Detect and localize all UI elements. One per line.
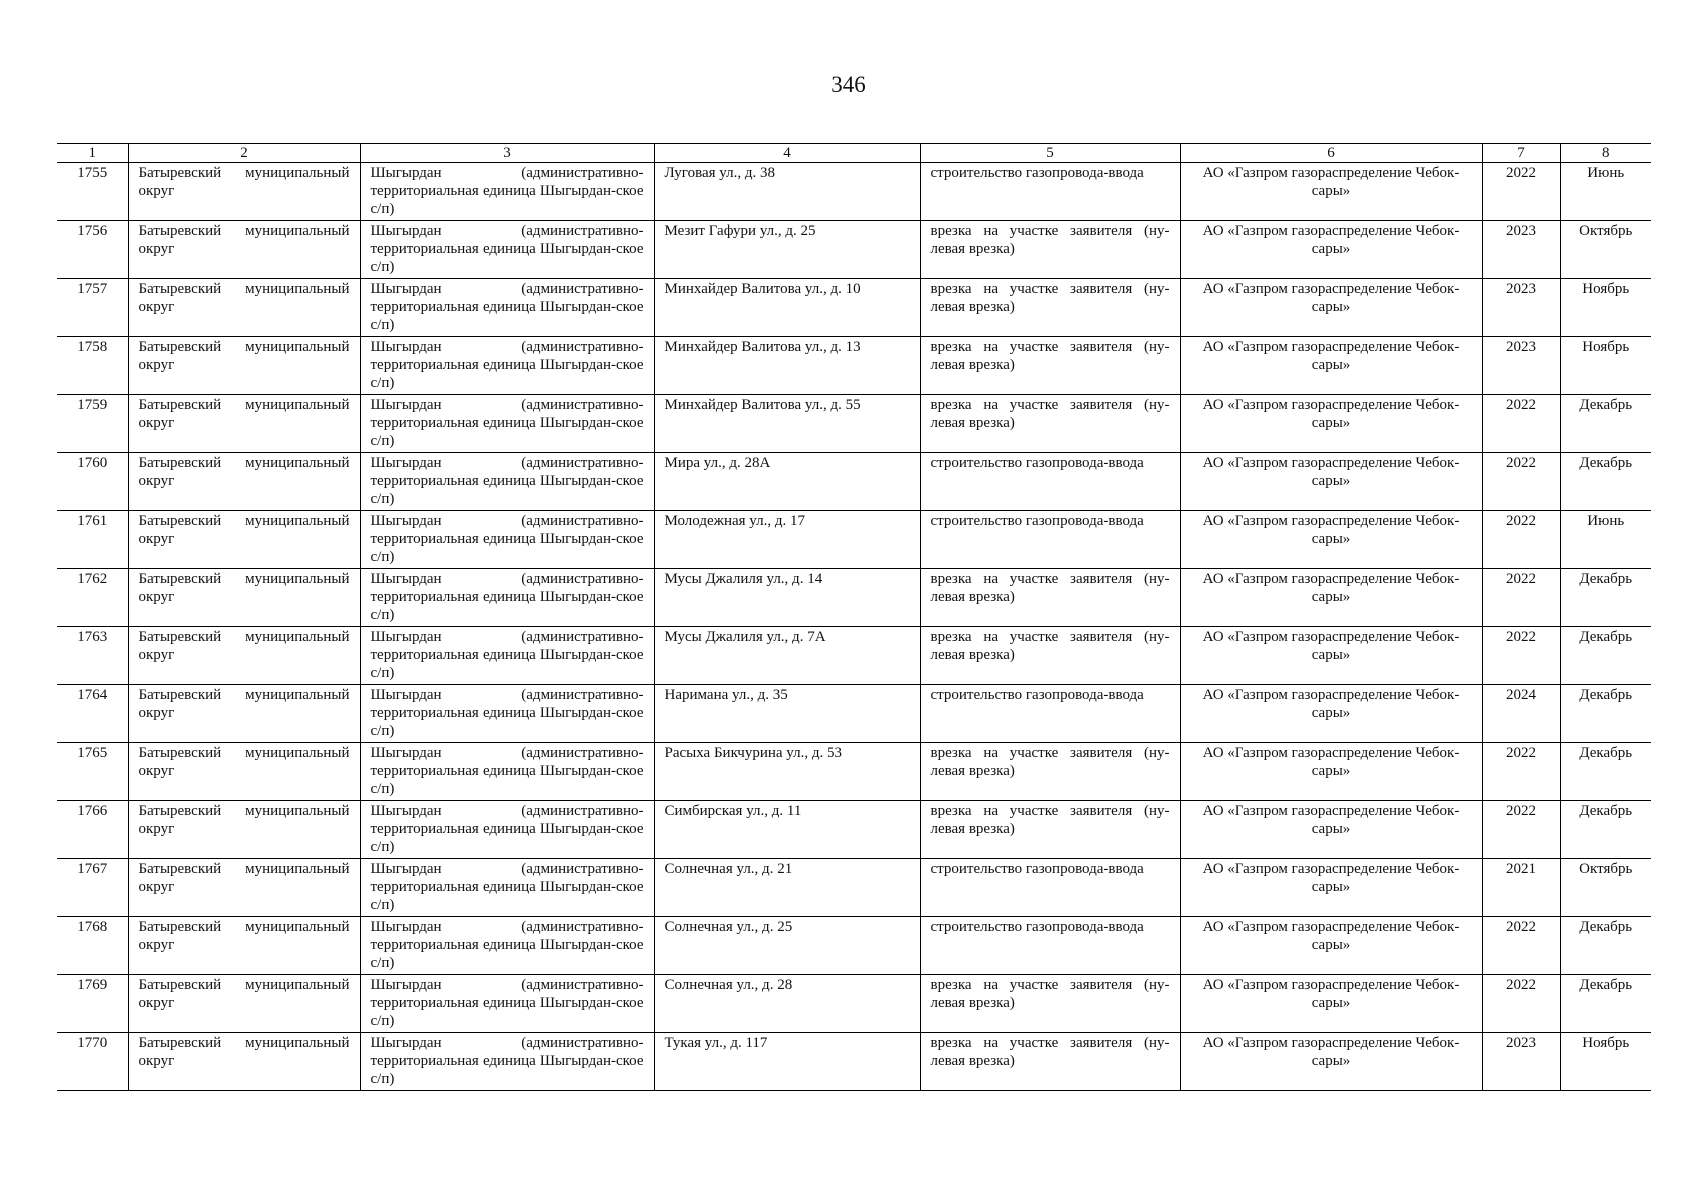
settlement-name: Шыгырдан xyxy=(370,745,442,761)
settlement-cell xyxy=(360,859,654,917)
organization-cell: АО «Газпром газораспределение Чебок-сары» xyxy=(1180,975,1482,1033)
settlement-unit: территориальная единица Шыгырдан-ское с/п) xyxy=(370,995,644,1029)
settlement-type: (административно- xyxy=(521,919,644,935)
settlement-type: (административно- xyxy=(521,687,644,703)
work-type-cell: строительство газопровода-ввода xyxy=(920,859,1180,917)
organization-cell: АО «Газпром газораспределение Чебок-сары» xyxy=(1180,395,1482,453)
year-cell: 2022 xyxy=(1482,569,1560,627)
district-cell: Батыревский муниципальный округ xyxy=(128,743,360,801)
row-number: 1756 xyxy=(57,221,128,279)
work-type-cell: врезка на участке заявителя (ну-левая врезка) xyxy=(920,627,1180,685)
settlement-type: (административно- xyxy=(521,397,644,413)
settlement-unit: территориальная единица Шыгырдан-ское с/п) xyxy=(370,473,644,507)
table-row xyxy=(57,279,1651,337)
district-cell: Батыревский муниципальный округ xyxy=(128,337,360,395)
organization-cell: АО «Газпром газораспределение Чебок-сары» xyxy=(1180,163,1482,221)
address-cell: Солнечная ул., д. 21 xyxy=(654,859,920,917)
work-type-cell: строительство газопровода-ввода xyxy=(920,163,1180,221)
settlement-name: Шыгырдан xyxy=(370,165,442,181)
month-cell: Июнь xyxy=(1560,163,1651,221)
column-header: 6 xyxy=(1180,144,1482,163)
settlement-cell xyxy=(360,685,654,743)
row-number: 1769 xyxy=(57,975,128,1033)
settlement-name: Шыгырдан xyxy=(370,1035,442,1051)
month-cell: Июнь xyxy=(1560,511,1651,569)
settlement-cell xyxy=(360,453,654,511)
district-cell: Батыревский муниципальный округ xyxy=(128,685,360,743)
month-cell: Октябрь xyxy=(1560,859,1651,917)
row-number: 1757 xyxy=(57,279,128,337)
settlement-cell xyxy=(360,1033,654,1091)
work-type-cell: врезка на участке заявителя (ну-левая врезка) xyxy=(920,337,1180,395)
settlement-type: (административно- xyxy=(521,977,644,993)
settlement-cell xyxy=(360,627,654,685)
table-row xyxy=(57,453,1651,511)
organization-cell: АО «Газпром газораспределение Чебок-сары» xyxy=(1180,453,1482,511)
table-row xyxy=(57,743,1651,801)
settlement-cell xyxy=(360,975,654,1033)
row-number: 1758 xyxy=(57,337,128,395)
work-type-cell: врезка на участке заявителя (ну-левая врезка) xyxy=(920,801,1180,859)
address-cell: Молодежная ул., д. 17 xyxy=(654,511,920,569)
row-number: 1760 xyxy=(57,453,128,511)
district-cell: Батыревский муниципальный округ xyxy=(128,453,360,511)
settlement-cell xyxy=(360,511,654,569)
organization-cell: АО «Газпром газораспределение Чебок-сары» xyxy=(1180,801,1482,859)
address-cell: Солнечная ул., д. 25 xyxy=(654,917,920,975)
page-number: 346 xyxy=(831,72,866,97)
year-cell: 2023 xyxy=(1482,279,1560,337)
month-cell: Декабрь xyxy=(1560,453,1651,511)
month-cell: Ноябрь xyxy=(1560,337,1651,395)
work-type-cell: строительство газопровода-ввода xyxy=(920,511,1180,569)
settlement-type: (административно- xyxy=(521,745,644,761)
month-cell: Ноябрь xyxy=(1560,1033,1651,1091)
settlement-name: Шыгырдан xyxy=(370,687,442,703)
column-header: 1 xyxy=(57,144,128,163)
work-type-cell: строительство газопровода-ввода xyxy=(920,917,1180,975)
district-cell: Батыревский муниципальный округ xyxy=(128,1033,360,1091)
settlement-cell xyxy=(360,279,654,337)
table-row xyxy=(57,395,1651,453)
work-type-cell: строительство газопровода-ввода xyxy=(920,453,1180,511)
settlement-cell xyxy=(360,743,654,801)
month-cell: Декабрь xyxy=(1560,569,1651,627)
row-number: 1765 xyxy=(57,743,128,801)
district-cell: Батыревский муниципальный округ xyxy=(128,221,360,279)
row-number: 1764 xyxy=(57,685,128,743)
table-row xyxy=(57,801,1651,859)
settlement-type: (административно- xyxy=(521,339,644,355)
year-cell: 2023 xyxy=(1482,337,1560,395)
address-cell: Наримана ул., д. 35 xyxy=(654,685,920,743)
settlement-name: Шыгырдан xyxy=(370,861,442,877)
table-row xyxy=(57,221,1651,279)
row-number: 1755 xyxy=(57,163,128,221)
settlement-unit: территориальная единица Шыгырдан-ское с/п) xyxy=(370,705,644,739)
column-header: 4 xyxy=(654,144,920,163)
address-cell: Мезит Гафури ул., д. 25 xyxy=(654,221,920,279)
settlement-unit: территориальная единица Шыгырдан-ское с/п) xyxy=(370,589,644,623)
organization-cell: АО «Газпром газораспределение Чебок-сары» xyxy=(1180,511,1482,569)
table-row xyxy=(57,337,1651,395)
month-cell: Октябрь xyxy=(1560,221,1651,279)
settlement-name: Шыгырдан xyxy=(370,571,442,587)
district-cell: Батыревский муниципальный округ xyxy=(128,511,360,569)
address-cell: Луговая ул., д. 38 xyxy=(654,163,920,221)
table-row xyxy=(57,511,1651,569)
settlement-unit: территориальная единица Шыгырдан-ское с/п) xyxy=(370,1053,644,1087)
address-cell: Симбирская ул., д. 11 xyxy=(654,801,920,859)
row-number: 1768 xyxy=(57,917,128,975)
settlement-unit: территориальная единица Шыгырдан-ское с/п) xyxy=(370,357,644,391)
work-type-cell: врезка на участке заявителя (ну-левая врезка) xyxy=(920,279,1180,337)
table-row xyxy=(57,627,1651,685)
address-cell: Минхайдер Валитова ул., д. 55 xyxy=(654,395,920,453)
month-cell: Ноябрь xyxy=(1560,279,1651,337)
year-cell: 2022 xyxy=(1482,975,1560,1033)
table-row xyxy=(57,685,1651,743)
settlement-cell xyxy=(360,395,654,453)
settlement-unit: территориальная единица Шыгырдан-ское с/п) xyxy=(370,415,644,449)
settlement-unit: территориальная единица Шыгырдан-ское с/п) xyxy=(370,531,644,565)
year-cell: 2022 xyxy=(1482,511,1560,569)
address-cell: Минхайдер Валитова ул., д. 10 xyxy=(654,279,920,337)
column-header: 3 xyxy=(360,144,654,163)
settlement-type: (административно- xyxy=(521,861,644,877)
settlement-type: (административно- xyxy=(521,803,644,819)
row-number: 1759 xyxy=(57,395,128,453)
table-row xyxy=(57,917,1651,975)
work-type-cell: врезка на участке заявителя (ну-левая врезка) xyxy=(920,395,1180,453)
district-cell: Батыревский муниципальный округ xyxy=(128,627,360,685)
organization-cell: АО «Газпром газораспределение Чебок-сары» xyxy=(1180,279,1482,337)
year-cell: 2022 xyxy=(1482,627,1560,685)
settlement-cell xyxy=(360,163,654,221)
settlement-unit: территориальная единица Шыгырдан-ское с/п) xyxy=(370,879,644,913)
organization-cell: АО «Газпром газораспределение Чебок-сары» xyxy=(1180,337,1482,395)
settlement-cell xyxy=(360,221,654,279)
month-cell: Декабрь xyxy=(1560,917,1651,975)
settlement-name: Шыгырдан xyxy=(370,919,442,935)
settlement-unit: территориальная единица Шыгырдан-ское с/п) xyxy=(370,299,644,333)
column-header: 8 xyxy=(1560,144,1651,163)
organization-cell: АО «Газпром газораспределение Чебок-сары» xyxy=(1180,685,1482,743)
row-number: 1762 xyxy=(57,569,128,627)
settlement-unit: территориальная единица Шыгырдан-ское с/п) xyxy=(370,183,644,217)
table-row xyxy=(57,975,1651,1033)
gasification-schedule-table xyxy=(57,143,1651,1091)
month-cell: Декабрь xyxy=(1560,395,1651,453)
organization-cell: АО «Газпром газораспределение Чебок-сары» xyxy=(1180,743,1482,801)
table-row xyxy=(57,163,1651,221)
column-header: 5 xyxy=(920,144,1180,163)
settlement-unit: территориальная единица Шыгырдан-ское с/п) xyxy=(370,763,644,797)
column-number-header-row xyxy=(57,144,1651,163)
organization-cell: АО «Газпром газораспределение Чебок-сары» xyxy=(1180,221,1482,279)
organization-cell: АО «Газпром газораспределение Чебок-сары» xyxy=(1180,917,1482,975)
address-cell: Тукая ул., д. 117 xyxy=(654,1033,920,1091)
settlement-type: (административно- xyxy=(521,455,644,471)
year-cell: 2022 xyxy=(1482,163,1560,221)
organization-cell: АО «Газпром газораспределение Чебок-сары» xyxy=(1180,859,1482,917)
work-type-cell: врезка на участке заявителя (ну-левая врезка) xyxy=(920,743,1180,801)
settlement-cell xyxy=(360,337,654,395)
district-cell: Батыревский муниципальный округ xyxy=(128,975,360,1033)
settlement-name: Шыгырдан xyxy=(370,223,442,239)
district-cell: Батыревский муниципальный округ xyxy=(128,917,360,975)
settlement-unit: территориальная единица Шыгырдан-ское с/п) xyxy=(370,937,644,971)
address-cell: Мусы Джалиля ул., д. 7А xyxy=(654,627,920,685)
table-row xyxy=(57,569,1651,627)
organization-cell: АО «Газпром газораспределение Чебок-сары» xyxy=(1180,1033,1482,1091)
settlement-name: Шыгырдан xyxy=(370,977,442,993)
address-cell: Минхайдер Валитова ул., д. 13 xyxy=(654,337,920,395)
settlement-unit: территориальная единица Шыгырдан-ское с/п) xyxy=(370,647,644,681)
month-cell: Декабрь xyxy=(1560,975,1651,1033)
year-cell: 2022 xyxy=(1482,453,1560,511)
year-cell: 2023 xyxy=(1482,1033,1560,1091)
settlement-unit: территориальная единица Шыгырдан-ское с/п) xyxy=(370,241,644,275)
settlement-name: Шыгырдан xyxy=(370,513,442,529)
settlement-name: Шыгырдан xyxy=(370,281,442,297)
year-cell: 2023 xyxy=(1482,221,1560,279)
year-cell: 2024 xyxy=(1482,685,1560,743)
settlement-name: Шыгырдан xyxy=(370,397,442,413)
work-type-cell: врезка на участке заявителя (ну-левая врезка) xyxy=(920,1033,1180,1091)
row-number: 1766 xyxy=(57,801,128,859)
month-cell: Декабрь xyxy=(1560,685,1651,743)
address-cell: Расыха Бикчурина ул., д. 53 xyxy=(654,743,920,801)
settlement-type: (административно- xyxy=(521,571,644,587)
settlement-name: Шыгырдан xyxy=(370,455,442,471)
row-number: 1767 xyxy=(57,859,128,917)
settlement-type: (административно- xyxy=(521,223,644,239)
district-cell: Батыревский муниципальный округ xyxy=(128,395,360,453)
year-cell: 2021 xyxy=(1482,859,1560,917)
settlement-type: (административно- xyxy=(521,1035,644,1051)
year-cell: 2022 xyxy=(1482,395,1560,453)
year-cell: 2022 xyxy=(1482,743,1560,801)
settlement-name: Шыгырдан xyxy=(370,629,442,645)
address-cell: Мусы Джалиля ул., д. 14 xyxy=(654,569,920,627)
settlement-name: Шыгырдан xyxy=(370,803,442,819)
work-type-cell: врезка на участке заявителя (ну-левая врезка) xyxy=(920,569,1180,627)
settlement-type: (административно- xyxy=(521,165,644,181)
settlement-name: Шыгырдан xyxy=(370,339,442,355)
settlement-type: (административно- xyxy=(521,629,644,645)
column-header: 7 xyxy=(1482,144,1560,163)
organization-cell: АО «Газпром газораспределение Чебок-сары» xyxy=(1180,627,1482,685)
district-cell: Батыревский муниципальный округ xyxy=(128,859,360,917)
row-number: 1761 xyxy=(57,511,128,569)
work-type-cell: врезка на участке заявителя (ну-левая врезка) xyxy=(920,975,1180,1033)
month-cell: Декабрь xyxy=(1560,743,1651,801)
settlement-cell xyxy=(360,917,654,975)
district-cell: Батыревский муниципальный округ xyxy=(128,279,360,337)
row-number: 1763 xyxy=(57,627,128,685)
organization-cell: АО «Газпром газораспределение Чебок-сары» xyxy=(1180,569,1482,627)
work-type-cell: строительство газопровода-ввода xyxy=(920,685,1180,743)
column-header: 2 xyxy=(128,144,360,163)
year-cell: 2022 xyxy=(1482,917,1560,975)
settlement-cell xyxy=(360,569,654,627)
row-number: 1770 xyxy=(57,1033,128,1091)
table-row xyxy=(57,1033,1651,1091)
settlement-unit: территориальная единица Шыгырдан-ское с/п) xyxy=(370,821,644,855)
address-cell: Мира ул., д. 28А xyxy=(654,453,920,511)
settlement-type: (административно- xyxy=(521,281,644,297)
work-type-cell: врезка на участке заявителя (ну-левая врезка) xyxy=(920,221,1180,279)
district-cell: Батыревский муниципальный округ xyxy=(128,801,360,859)
month-cell: Декабрь xyxy=(1560,801,1651,859)
month-cell: Декабрь xyxy=(1560,627,1651,685)
district-cell: Батыревский муниципальный округ xyxy=(128,569,360,627)
settlement-type: (административно- xyxy=(521,513,644,529)
year-cell: 2022 xyxy=(1482,801,1560,859)
district-cell: Батыревский муниципальный округ xyxy=(128,163,360,221)
settlement-cell xyxy=(360,801,654,859)
address-cell: Солнечная ул., д. 28 xyxy=(654,975,920,1033)
table-row xyxy=(57,859,1651,917)
